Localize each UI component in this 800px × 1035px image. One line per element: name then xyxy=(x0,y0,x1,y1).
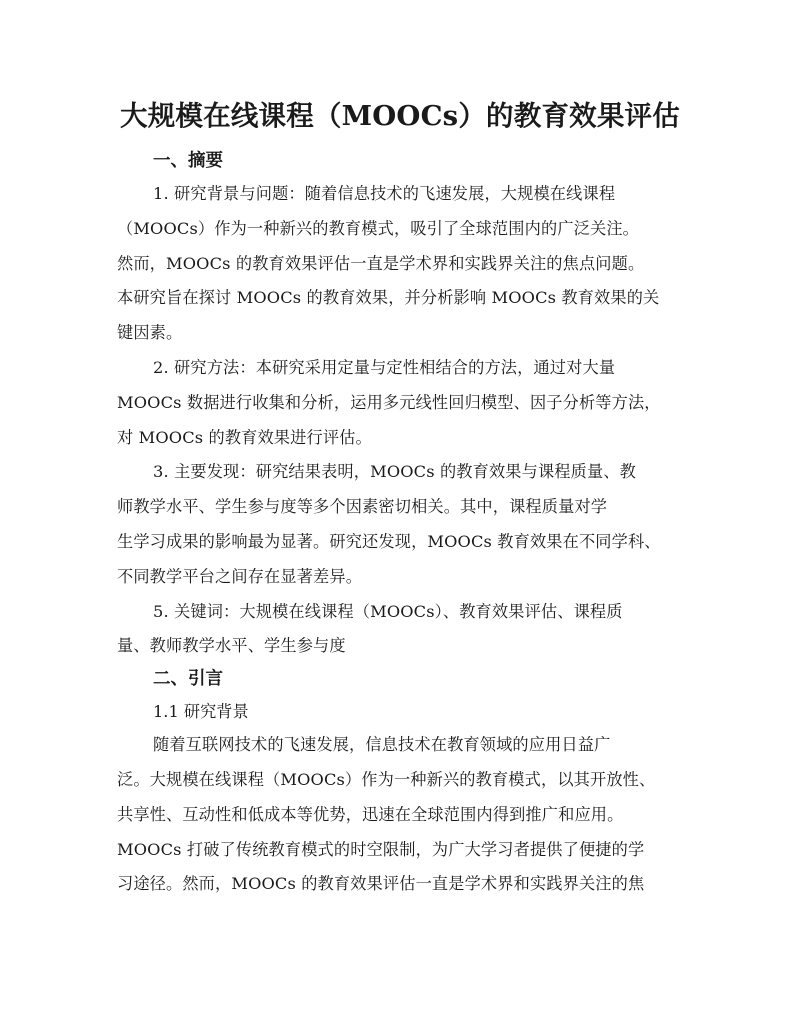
abstract-paragraph-background xyxy=(117,177,683,351)
text-line: （MOOCs）作为一种新兴的教育模式，吸引了全球范围内的广泛关注。 xyxy=(117,218,640,238)
text-line: 师教学水平、学生参与度等多个因素密切相关。其中，课程质量对学 xyxy=(117,497,608,517)
text-line: 1. 研究背景与问题：随着信息技术的飞速发展，大规模在线课程 xyxy=(153,184,616,203)
abstract-paragraph-methods xyxy=(117,351,683,455)
text-line: 泛。大规模在线课程（MOOCs）作为一种新兴的教育模式，以其开放性、 xyxy=(117,769,656,789)
abstract-paragraph-findings xyxy=(117,455,683,594)
text-line: 共享性、互动性和低成本等优势，迅速在全球范围内得到推广和应用。 xyxy=(117,804,624,824)
text-line: 本研究旨在探讨 MOOCs 的教育效果，并分析影响 MOOCs 教育效果的关 xyxy=(117,288,660,308)
text-line: 生学习成果的影响最为显著。研究还发现，MOOCs 教育效果在不同学科、 xyxy=(117,531,661,551)
section-heading-abstract: 一、摘要 xyxy=(153,151,223,171)
introduction-paragraph xyxy=(117,728,683,902)
text-line: 然而，MOOCs 的教育效果评估一直是学术界和实践界关注的焦点问题。 xyxy=(117,253,645,273)
text-line: 习途径。然而，MOOCs 的教育效果评估一直是学术界和实践界关注的焦 xyxy=(117,874,645,894)
text-line: 对 MOOCs 的教育效果进行评估。 xyxy=(117,427,372,447)
document-title: 大规模在线课程（MOOCs）的教育效果评估 xyxy=(120,100,680,132)
text-line: 键因素。 xyxy=(117,323,183,343)
section-heading-introduction: 二、引言 xyxy=(153,669,223,690)
abstract-paragraph-keywords xyxy=(117,595,683,665)
subsection-heading-background: 1.1 研究背景 xyxy=(153,702,249,722)
text-line: MOOCs 数据进行收集和分析，运用多元线性回归模型、因子分析等方法， xyxy=(117,392,661,412)
text-line: 2. 研究方法：本研究采用定量与定性相结合的方法，通过对大量 xyxy=(153,357,616,377)
text-line: 量、教师教学水平、学生参与度 xyxy=(117,636,346,656)
text-line: 3. 主要发现：研究结果表明，MOOCs 的教育效果与课程质量、教 xyxy=(153,462,636,482)
text-line: 不同教学平台之间存在显著差异。 xyxy=(117,566,363,586)
text-line: MOOCs 打破了传统教育模式的时空限制，为广大学习者提供了便捷的学 xyxy=(117,839,645,859)
text-line: 随着互联网技术的飞速发展，信息技术在教育领域的应用日益广 xyxy=(153,735,611,755)
text-line: 5. 关键词：大规模在线课程（MOOCs）、教育效果评估、课程质 xyxy=(153,601,623,621)
